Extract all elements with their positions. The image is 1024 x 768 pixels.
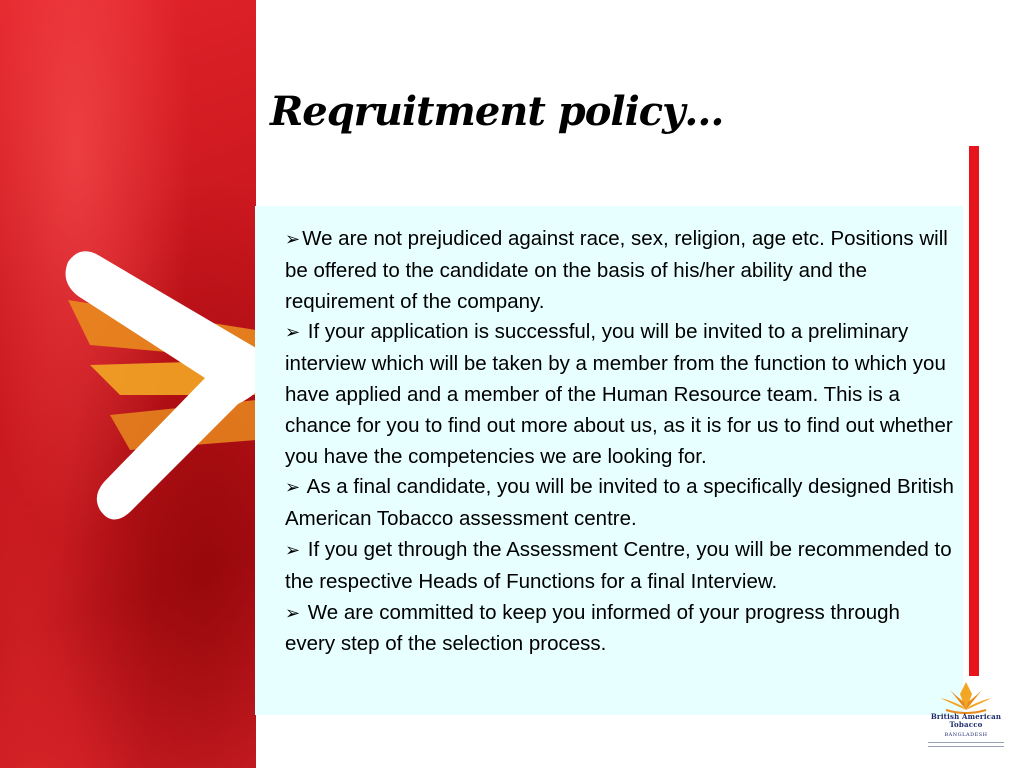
- logo-name: [920, 713, 1012, 729]
- arrow-bullet-icon: ➢: [285, 602, 301, 624]
- logo-country: BANGLADESH: [944, 732, 988, 738]
- arrow-bullet-icon: ➢: [285, 539, 301, 561]
- content-box: [255, 206, 963, 715]
- bullet-text: If your application is successful, you will be invited to a preliminary interview which will be taken by a member from the function to which you have applied and a member of the Human Resource team. This is a chance for you to find out more about us, as it is for us to find out whether you have the competencies we are looking for.: [285, 320, 953, 468]
- arrow-bullet-icon: ➢: [285, 229, 301, 250]
- red-accent-bar: [969, 146, 979, 676]
- logo-name-line2: Tobacco: [949, 720, 983, 729]
- list-item: [285, 317, 955, 472]
- list-item: [285, 472, 955, 535]
- bat-leaf-icon: [920, 680, 1012, 714]
- chevron-graphic: [0, 0, 256, 768]
- decorative-red-panel: [0, 0, 256, 768]
- arrow-bullet-icon: ➢: [285, 477, 301, 499]
- bat-logo: [920, 680, 1012, 752]
- list-item: [285, 598, 955, 661]
- bullet-text: We are committed to keep you informed of your progress through every step of the selection process.: [285, 600, 900, 656]
- logo-tagline-rule: [928, 742, 1004, 747]
- logo-name-line1: British American: [930, 712, 1002, 721]
- arrow-bullet-icon: ➢: [285, 322, 301, 344]
- list-item: [285, 535, 955, 598]
- list-item: [285, 224, 955, 317]
- bullet-text: We are not prejudiced against race, sex, religion, age etc. Positions will be offered to the candidate on the basis of his/her ability and the requirement of the company.: [285, 227, 948, 313]
- bullet-text: As a final candidate, you will be invited to a specifically designed British American Tobacco assessment centre.: [285, 475, 954, 531]
- bullet-text: If you get through the Assessment Centre, you will be recommended to the respective Heads of Functions for a final Interview.: [285, 537, 952, 593]
- page-title: Reqruitment policy…: [270, 88, 724, 135]
- policy-bullet-list: [285, 224, 955, 660]
